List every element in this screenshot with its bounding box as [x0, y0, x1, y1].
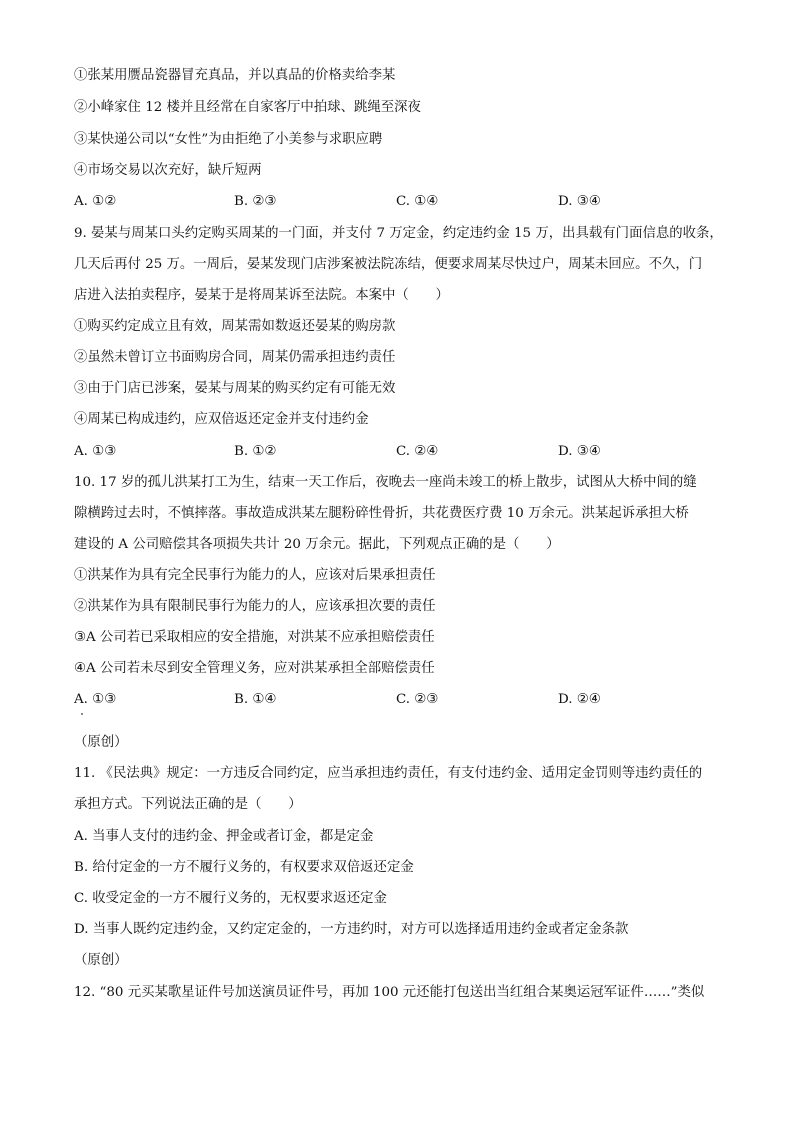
- q10-stem-line-3: 建设的 A 公司赔偿其各项损失共计 20 万余元。据此，下列观点正确的是（ ）: [74, 537, 560, 552]
- q9-option-a: A. ①③: [74, 444, 117, 459]
- q9-item-3: ③由于门店已涉案，晏某与周某的购买约定有可能无效: [74, 381, 396, 396]
- q9-stem-line-1: 9. 晏某与周某口头约定购买周某的一门面，并支付 7 万定金，约定违约金 15 万，出具载有门面信息的收条，: [74, 226, 723, 241]
- q9-stem-line-2: 几天后再付 25 万。一周后，晏某发现门店涉案被法院冻结，便要求周某尽快过户，周某未回应。不久，门: [74, 257, 703, 272]
- q10-item-3: ③A 公司若已采取相应的安全措施，对洪某不应承担赔偿责任: [74, 630, 435, 645]
- q10-item-1: ①洪某作为具有完全民事行为能力的人，应该对后果承担责任: [74, 568, 436, 583]
- q11-choice-a: A. 当事人支付的违约金、押金或者订金，都是定金: [74, 829, 374, 844]
- q11-stem-line-2: 承担方式。下列说法正确的是（ ）: [74, 797, 302, 812]
- q8-item-2: ②小峰家住 12 楼并且经常在自家客厅中拍球、跳绳至深夜: [74, 100, 421, 115]
- q9-item-4: ④周某已构成违约，应双倍返还定金并支付违约金: [74, 412, 369, 427]
- q10-option-a: A. ①③: [74, 692, 117, 707]
- q10-item-4: ④A 公司若未尽到安全管理义务，应对洪某承担全部赔偿责任: [74, 661, 435, 676]
- q10-stem-line-2: 隙横跨过去时，不慎摔落。事故造成洪某左腿粉碎性骨折，共花费医疗费 10 万余元。洪某起诉承担大桥: [74, 506, 689, 521]
- q8-option-d: D. ③④: [558, 194, 601, 209]
- q9-option-b: B. ①②: [234, 444, 277, 459]
- q11-choice-b: B. 给付定金的一方不履行义务的，有权要求双倍返还定金: [74, 860, 414, 875]
- q10-option-d: D. ②④: [558, 692, 601, 707]
- q11-choice-d: D. 当事人既约定违约金，又约定定金的，一方违约时，对方可以选择适用违约金或者定金条款: [74, 922, 629, 937]
- q8-item-1: ①张某用赝品瓷器冒充真品，并以真品的价格卖给李某: [74, 68, 396, 83]
- q9-stem-line-3: 店进入法拍卖程序，晏某于是将周某诉至法院。本案中（ ）: [74, 288, 449, 303]
- q10-option-c: C. ②③: [396, 692, 439, 707]
- q10-source: （原创）: [74, 735, 128, 750]
- q8-item-4: ④市场交易以次充好，缺斤短两: [74, 163, 262, 178]
- q10-item-2: ②洪某作为具有限制民事行为能力的人，应该承担次要的责任: [74, 599, 436, 614]
- q10-option-b: B. ①④: [234, 692, 277, 707]
- stray-dot: [81, 713, 83, 715]
- q8-option-b: B. ②③: [234, 194, 277, 209]
- q8-option-c: C. ①④: [396, 194, 439, 209]
- q8-option-a: A. ①②: [74, 194, 117, 209]
- q10-stem-line-1: 10. 17 岁的孤儿洪某打工为生，结束一天工作后，夜晚去一座尚未竣工的桥上散步，试图从大桥中间的缝: [74, 475, 697, 490]
- q8-item-3: ③某快递公司以“女性”为由拒绝了小美参与求职应聘: [74, 132, 383, 147]
- q9-item-2: ②虽然未曾订立书面购房合同，周某仍需承担违约责任: [74, 350, 396, 365]
- q12-stem-line-1: 12. “80 元买某歌星证件号加送演员证件号，再加 100 元还能打包送出当红组合某奥运冠军证件……”类似: [74, 985, 705, 1000]
- q11-source: （原创）: [74, 953, 128, 968]
- q11-choice-c: C. 收受定金的一方不履行义务的，无权要求返还定金: [74, 891, 387, 906]
- q9-item-1: ①购买约定成立且有效，周某需如数返还晏某的购房款: [74, 319, 396, 334]
- q9-option-d: D. ③④: [558, 444, 601, 459]
- q9-option-c: C. ②④: [396, 444, 439, 459]
- q11-stem-line-1: 11. 《民法典》规定：一方违反合同约定，应当承担违约责任，有支付违约金、适用定金罚则等违约责任的: [74, 766, 703, 781]
